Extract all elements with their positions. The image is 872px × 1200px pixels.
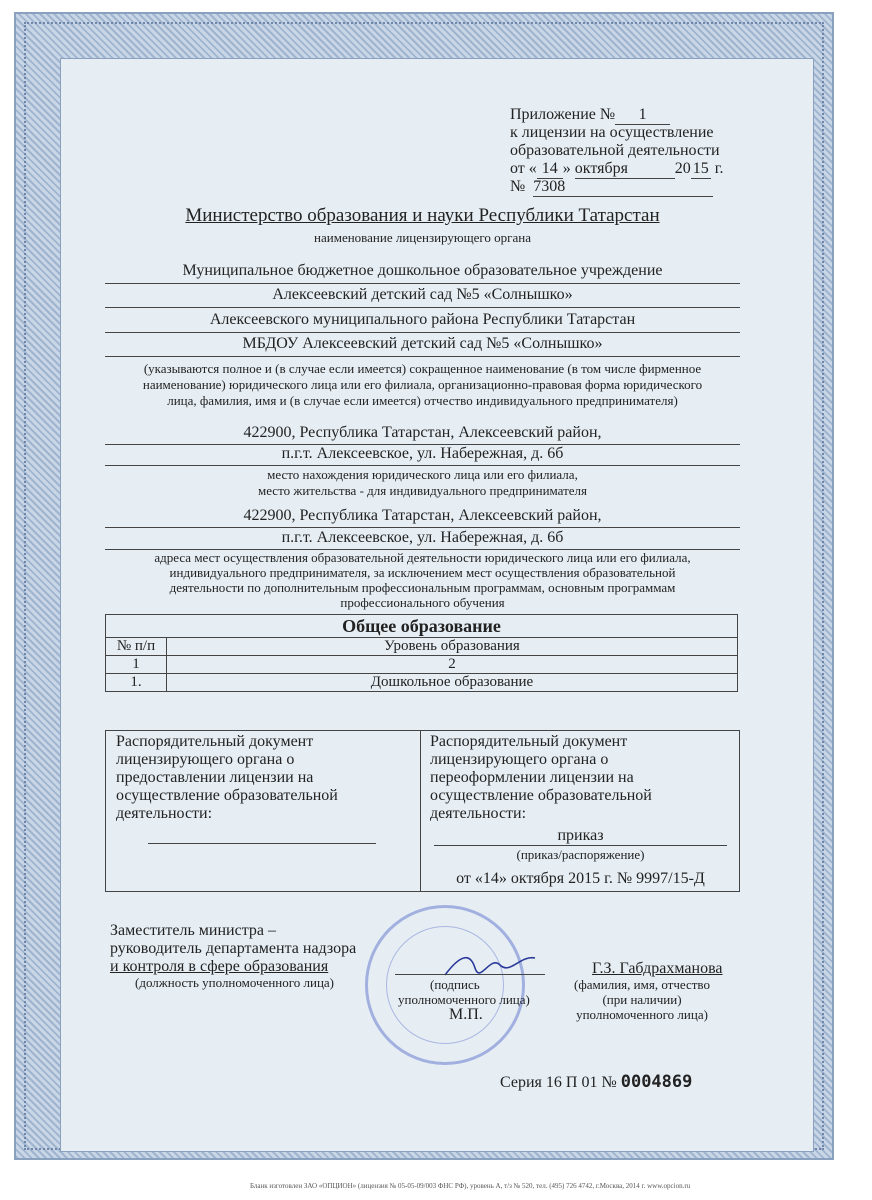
activity-caption-2: индивидуального предпринимателя, за исключением мест осуществления образовательной (169, 565, 676, 580)
activity-address-line-2: п.г.т. Алексеевское, ул. Набережная, д. 6б (281, 529, 564, 546)
name-caption-3: уполномоченного лица) (576, 1007, 708, 1022)
blank-series (500, 1072, 692, 1092)
decree-left-3: предоставлении лицензии на (116, 769, 314, 786)
decree-left-5: деятельности: (116, 805, 213, 822)
decree-doc-date: от «14» октября 2015 г. № 9997/15-Д (456, 870, 705, 887)
location-line-1: 422900, Республика Татарстан, Алексеевский район, (243, 424, 602, 441)
header-level: Уровень образования (167, 638, 738, 656)
decree-right-1: Распорядительный документ (430, 733, 628, 750)
decree-left-4: осуществление образовательной (116, 787, 338, 804)
signature (440, 950, 540, 980)
header-no: № п/п (106, 638, 167, 656)
date-year: 15 (692, 160, 709, 177)
row-level: Дошкольное образование (167, 674, 738, 692)
license-number: 7308 (533, 178, 713, 197)
decree-doc-type-caption: (приказ/распоряжение) (516, 847, 645, 862)
sign-caption-1: (подпись (430, 977, 480, 992)
annex-label: Приложение № (510, 106, 616, 123)
date-year-prefix: 20 (674, 160, 691, 177)
name-caption-2: (при наличии) (602, 992, 682, 1007)
decree-left-1: Распорядительный документ (116, 733, 314, 750)
org-line-2: Алексеевский детский сад №5 «Солнышко» (272, 286, 573, 303)
sign-caption-2: уполномоченного лица) (398, 992, 530, 1007)
org-caption-3: лица, фамилия, имя и (в случае если имеется) отчество индивидуального предпринимателя) (167, 393, 678, 408)
position-line-2: руководитель департамента надзора (110, 940, 357, 957)
position-line-1: Заместитель министра – (110, 922, 276, 939)
authority-caption: наименование лицензирующего органа (314, 230, 531, 245)
decree-right-4: осуществление образовательной (430, 787, 652, 804)
org-line-4: МБДОУ Алексеевский детский сад №5 «Солнышко» (242, 335, 603, 352)
org-caption-1: (указываются полное и (в случае если имеется) сокращенное наименование (в том числе фирменное (143, 361, 702, 376)
signer-position (110, 922, 356, 976)
name-caption-1: (фамилия, имя, отчество (574, 977, 710, 992)
org-caption-2: наименование) юридического лица или его филиала, организационно-правовая форма юридического (142, 377, 703, 392)
location-caption-1: место нахождения юридического лица или его филиала, (267, 467, 578, 482)
decree-box (105, 730, 740, 892)
annex-text-1: к лицензии на осуществление (510, 124, 714, 141)
activity-caption-4: профессионального обучения (340, 595, 505, 610)
row-no: 1. (106, 674, 167, 692)
activity-caption-1: адреса мест осуществления образовательной деятельности юридического лица или его филиала, (154, 550, 691, 565)
date-year-end: г. (714, 160, 724, 177)
education-table (105, 614, 738, 692)
date-month: октября (575, 160, 675, 179)
org-line-1: Муниципальное бюджетное дошкольное образовательное учреждение (182, 262, 663, 279)
seal-label: М.П. (449, 1006, 483, 1023)
date-mid: » (562, 160, 571, 177)
location-caption-2: место жительства - для индивидуального предпринимателя (257, 483, 588, 498)
decree-right-2: лицензирующего органа о (430, 751, 609, 768)
index-1: 1 (106, 656, 167, 674)
activity-address-line-1: 422900, Республика Татарстан, Алексеевский район, (243, 507, 602, 524)
table-title: Общее образование (106, 615, 738, 638)
decree-right-3: переоформлении лицензии на (430, 769, 634, 786)
authority-name: Министерство образования и науки Республики Татарстан (185, 205, 660, 226)
date-prefix: от « (510, 160, 537, 177)
signer-name: Г.З. Габдрахманова (592, 960, 723, 977)
org-line-3: Алексеевского муниципального района Республики Татарстан (209, 311, 636, 328)
name-caption (567, 977, 717, 1022)
index-2: 2 (167, 656, 738, 674)
license-no-label: № (510, 178, 526, 195)
date-day: 14 (537, 160, 563, 179)
table-row (106, 674, 738, 692)
activity-caption-3: деятельности по дополнительным профессиональным программам, основным программам (169, 580, 676, 595)
location-line-2: п.г.т. Алексеевское, ул. Набережная, д. 6б (281, 445, 564, 462)
annex-number: 1 (615, 106, 670, 125)
position-caption: (должность уполномоченного лица) (135, 975, 335, 990)
position-line-3: и контроля в сфере образования (110, 958, 329, 975)
decree-left-2: лицензирующего органа о (116, 751, 295, 768)
decree-doc-type: приказ (434, 827, 727, 846)
decree-right-5: деятельности: (430, 805, 527, 822)
print-footer: Бланк изготовлен ЗАО «ОПЦИОН» (лицензия № 05-05-09/003 ФНС РФ), уровень А, т/з № 520, тел. (495) 726 4742, г.Москва, 2014 г. www.opcion.ru (250, 1182, 691, 1190)
series-label: Серия 16 П 01 № (500, 1074, 617, 1091)
series-number: 0004869 (620, 1072, 693, 1092)
annex-text-2: образовательной деятельности (510, 142, 720, 159)
